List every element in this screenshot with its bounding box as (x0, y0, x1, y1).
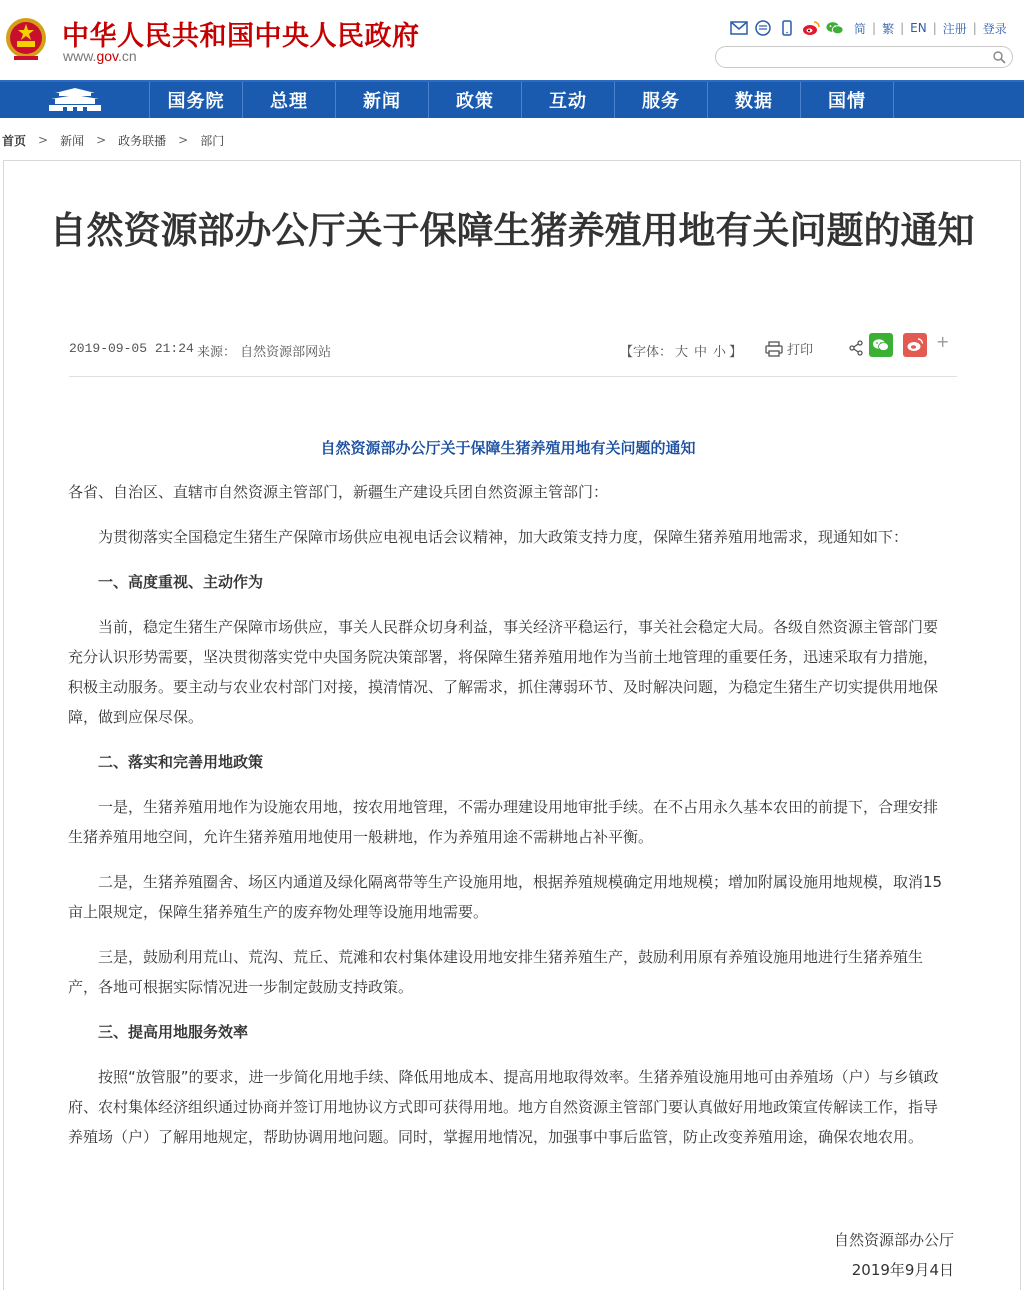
mail-icon[interactable] (730, 19, 748, 37)
section-1-paragraph-1: 当前，稳定生猪生产保障市场供应，事关人民群众切身利益，事关经济平稳运行，事关社会稳定大局。各级自然资源主管部门要充分认识形势需要，坚决贯彻落实党中央国务院决策部署，将保障生猪养殖用地作为当前土地管理的重要任务，迅速采取有力措施，积极主动服务。要主动与农业农村部门对接，摸清情况、了解需求，抓住薄弱环节、及时解决问题，为稳定生猪生产切实提供用地保障，做到应保尽保。 (68, 618, 939, 726)
section-heading-3: 三、提高用地服务效率 (98, 1023, 249, 1041)
share-weibo-icon[interactable] (903, 333, 927, 357)
separator: | (932, 21, 937, 35)
search-input[interactable] (715, 46, 1013, 68)
breadcrumb (2, 130, 224, 150)
nav-services[interactable]: 服务 (615, 82, 708, 118)
document-title: 自然资源部办公厅关于保障生猪养殖用地有关问题的通知 (320, 439, 696, 457)
breadcrumb-separator: > (96, 133, 107, 147)
page-title: 自然资源部办公厅关于保障生猪养殖用地有关问题的通知 (49, 209, 975, 252)
section-heading-1: 一、高度重视、主动作为 (98, 573, 264, 591)
nav-interaction[interactable]: 互动 (522, 82, 615, 118)
search-icon[interactable] (992, 50, 1006, 64)
section-2-paragraph-3: 三是，鼓励利用荒山、荒沟、荒丘、荒滩和农村集体建设用地安排生猪养殖生产，鼓励利用原有养殖设施用地进行生猪养殖生产，各地可根据实际情况进一步制定鼓励支持政策。 (68, 948, 924, 996)
site-url-domain: gov (96, 48, 118, 64)
nav-home[interactable] (0, 82, 150, 118)
login-link[interactable]: 登录 (982, 21, 1007, 36)
header-tools (730, 18, 1011, 38)
font-size-close: 】 (729, 345, 743, 360)
font-size-large[interactable]: 大 (675, 345, 689, 360)
tiananmen-icon (45, 87, 105, 113)
section-heading-2: 二、落实和完善用地政策 (98, 753, 264, 771)
register-link[interactable]: 注册 (942, 21, 967, 36)
mobile-icon[interactable] (778, 19, 796, 37)
print-button[interactable] (765, 339, 813, 358)
printer-icon (765, 341, 783, 357)
share-icon[interactable] (847, 339, 865, 357)
section-2-paragraph-1: 一是，生猪养殖用地作为设施农用地，按农用地管理，不需办理建设用地审批手续。在不占用永久基本农田的前提下，合理安排生猪养殖用地空间，允许生猪养殖用地使用一般耕地，作为养殖用途不需耕地占补平衡。 (68, 798, 939, 846)
font-size-label: 【字体： (620, 345, 673, 360)
nav-national-info[interactable]: 国情 (801, 82, 894, 118)
site-url-prefix: www. (63, 48, 97, 64)
font-size-small[interactable]: 小 (713, 345, 727, 360)
section-2-paragraph-2: 二是，生猪养殖圈舍、场区内通道及绿化隔离带等生产设施用地，根据养殖规模确定用地规模；增加附属设施用地规模，取消15亩上限规定，保障生猪养殖生产的废弃物处理等设施用地需要。 (68, 873, 943, 921)
article-body (68, 433, 948, 1152)
rss-icon[interactable] (754, 19, 772, 37)
lang-simplified-link[interactable]: 简 (854, 21, 867, 36)
article-meta (69, 333, 957, 377)
separator: | (900, 21, 905, 35)
weibo-icon[interactable] (802, 19, 820, 37)
site-title[interactable]: 中华人民共和国中央人民政府 (62, 21, 420, 52)
separator: | (872, 21, 877, 35)
signature-date: 2019年9月4日 (851, 1261, 954, 1279)
site-url-suffix: .cn (118, 48, 137, 64)
breadcrumb-separator: > (178, 133, 189, 147)
nav-policy[interactable]: 政策 (429, 82, 522, 118)
source-label: 来源： (197, 345, 237, 360)
breadcrumb-departments[interactable]: 部门 (200, 133, 225, 148)
addressee: 各省、自治区、直辖市自然资源主管部门，新疆生产建设兵团自然资源主管部门： (68, 483, 609, 501)
breadcrumb-government-affairs[interactable]: 政务联播 (118, 133, 167, 148)
source-value: 自然资源部网站 (240, 345, 332, 360)
breadcrumb-home[interactable]: 首页 (2, 133, 27, 148)
separator: | (972, 21, 977, 35)
main-nav (0, 80, 1024, 118)
lang-english-link[interactable]: EN (910, 21, 927, 35)
lang-traditional-link[interactable]: 繁 (882, 21, 895, 36)
nav-premier[interactable]: 总理 (243, 82, 336, 118)
wechat-icon[interactable] (826, 19, 844, 37)
nav-state-council[interactable]: 国务院 (150, 82, 243, 118)
intro-paragraph: 为贯彻落实全国稳定生猪生产保障市场供应电视电话会议精神，加大政策支持力度，保障生猪养殖用地需求，现通知如下： (98, 528, 909, 546)
article-source (197, 341, 331, 360)
breadcrumb-separator: > (38, 133, 49, 147)
nav-news[interactable]: 新闻 (336, 82, 429, 118)
site-header (0, 0, 1024, 80)
national-emblem-icon[interactable] (4, 14, 48, 64)
nav-data[interactable]: 数据 (708, 82, 801, 118)
share-wechat-icon[interactable] (869, 333, 893, 357)
site-url[interactable] (63, 48, 137, 64)
print-label: 打印 (787, 343, 814, 358)
font-size-medium[interactable]: 中 (694, 345, 708, 360)
publish-date: 2019-09-05 21:24 (69, 341, 194, 356)
more-share-icon[interactable]: + (936, 332, 950, 351)
article-container (3, 160, 1021, 1290)
section-3-paragraph-1: 按照“放管服”的要求，进一步简化用地手续、降低用地成本、提高用地取得效率。生猪养殖设施用地可由养殖场（户）与乡镇政府、农村集体经济组织通过协商并签订用地协议方式即可获得用地。地方自然资源主管部门要认真做好用地政策宣传解读工作，指导养殖场（户）了解用地规定，帮助协调用地问题。同时，掌握用地情况，加强事中事后监管，防止改变养殖用途，确保农地农用。 (68, 1068, 939, 1146)
signature-org: 自然资源部办公厅 (833, 1231, 954, 1249)
font-size-control (620, 341, 742, 360)
signature-block (834, 1225, 954, 1285)
breadcrumb-news[interactable]: 新闻 (60, 133, 85, 148)
